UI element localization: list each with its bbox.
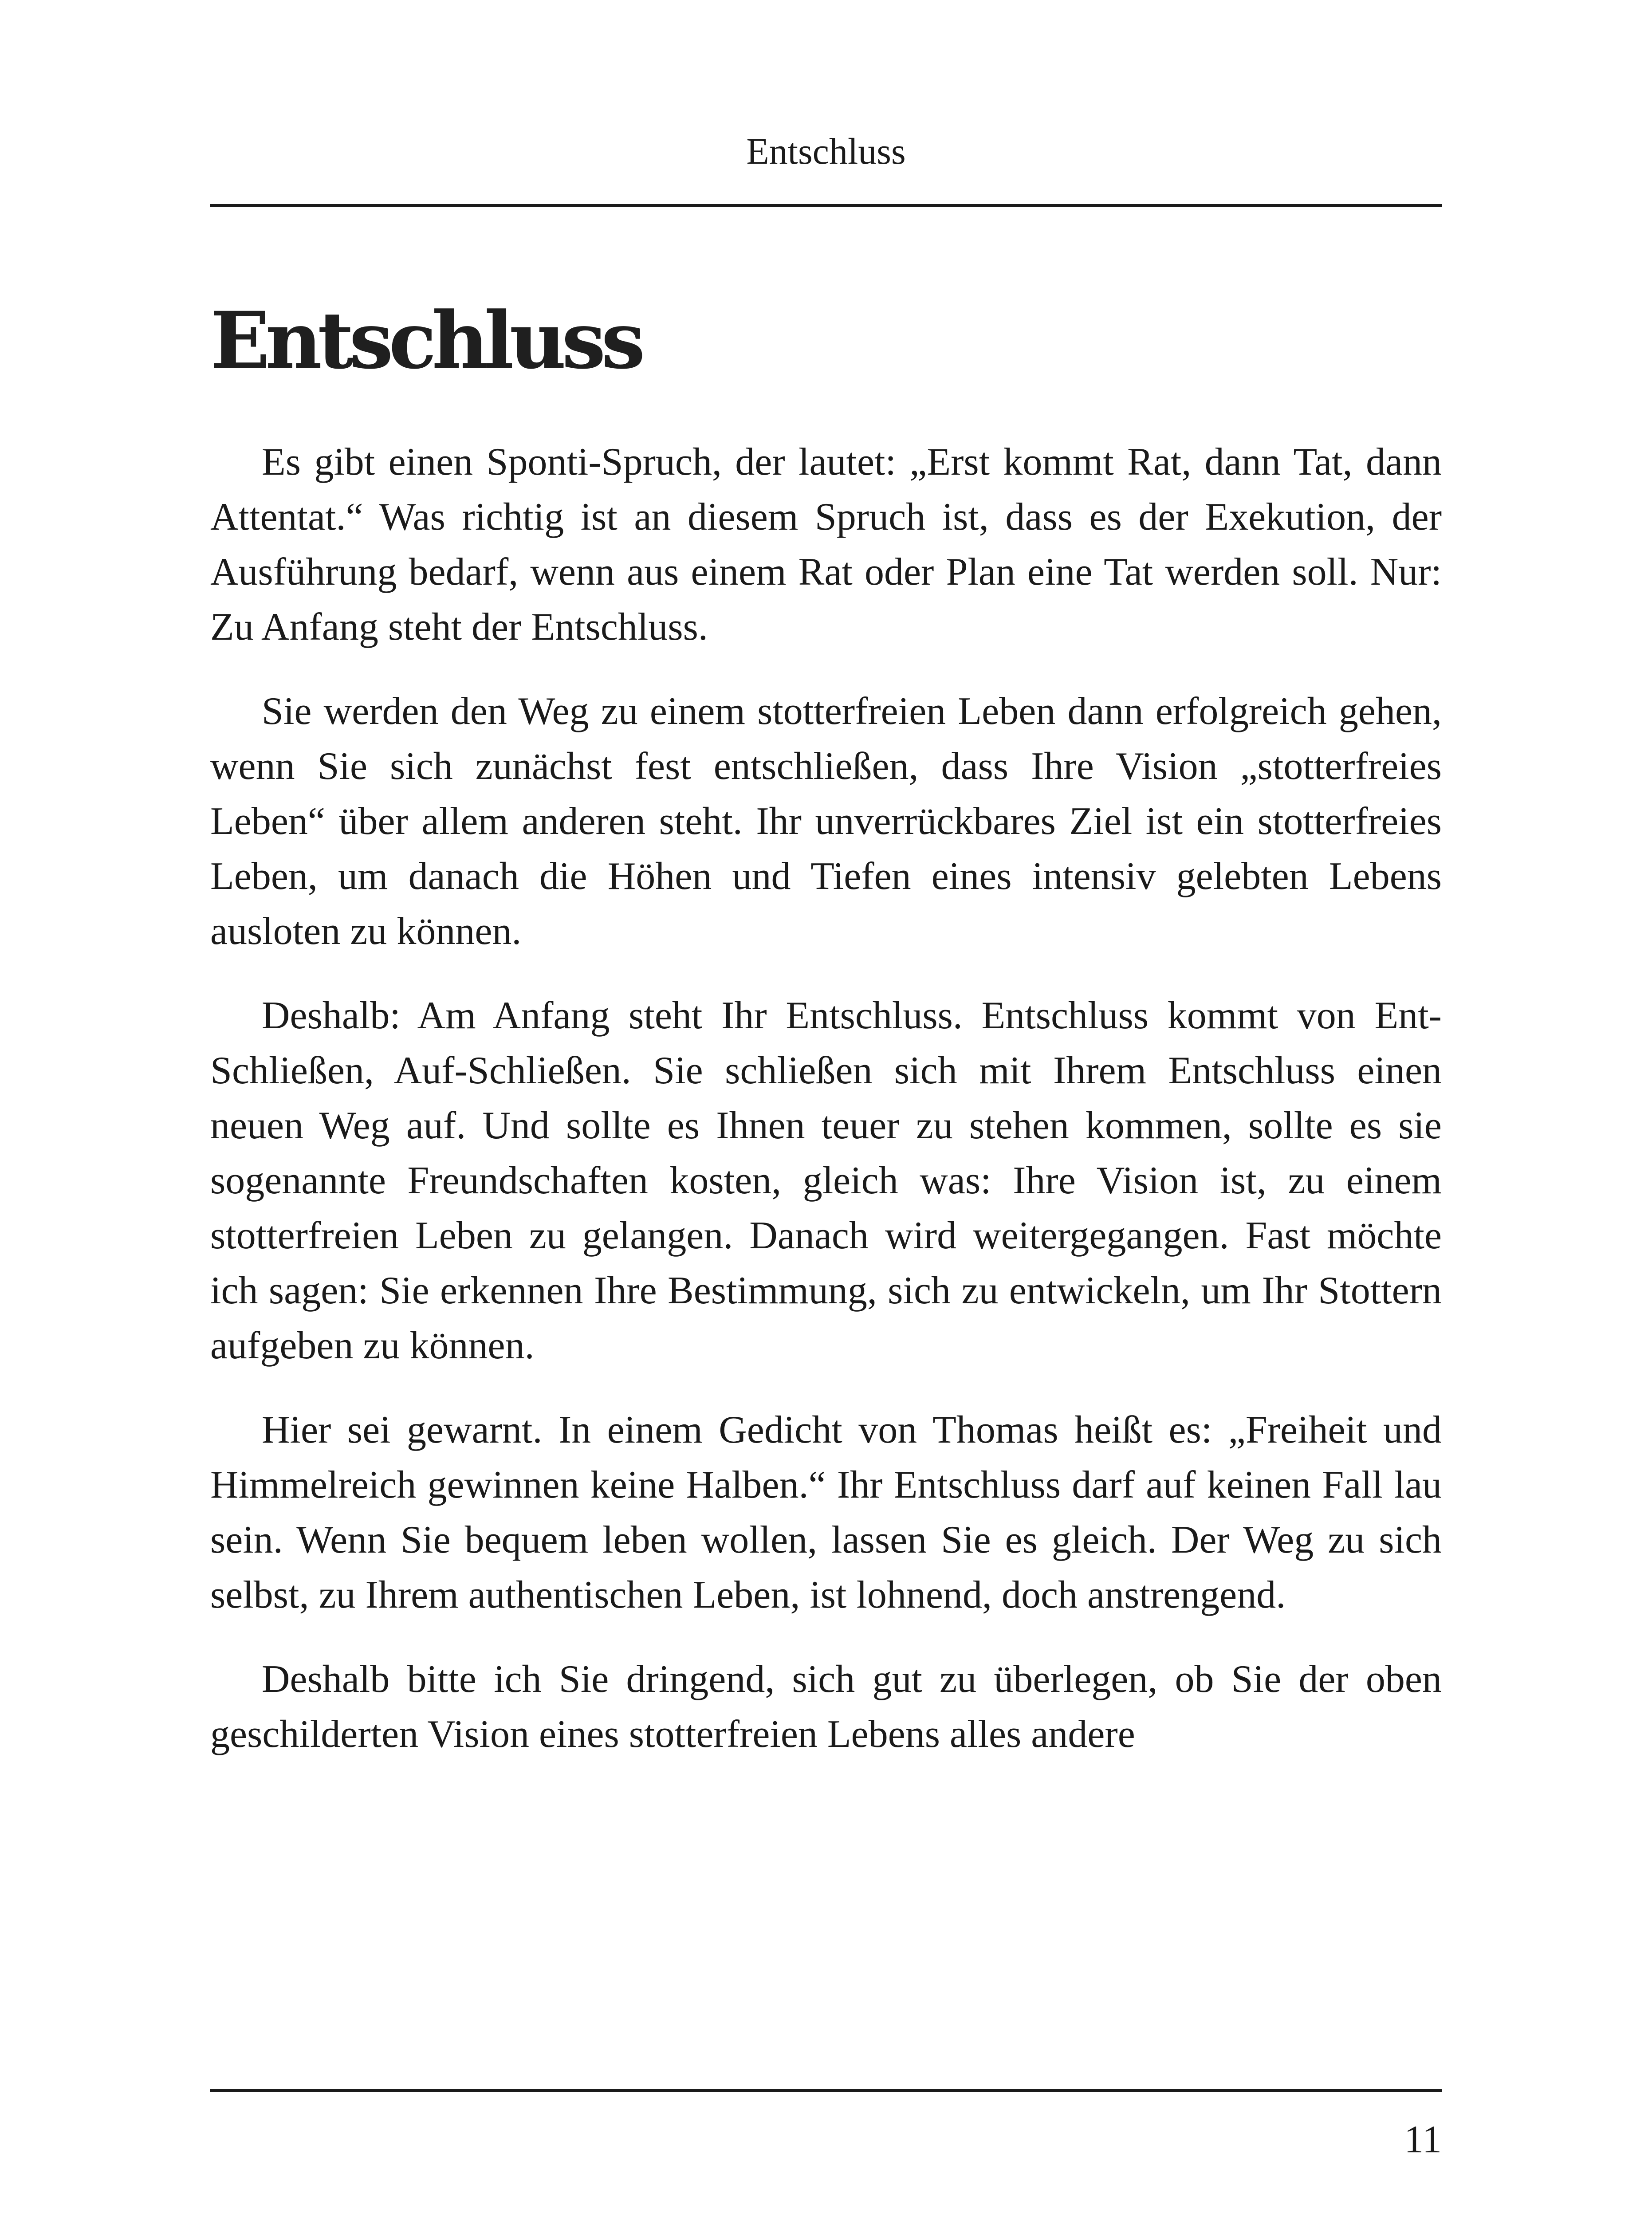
body-text bbox=[210, 435, 1442, 1791]
running-header: Entschluss bbox=[746, 131, 906, 172]
page-number: 11 bbox=[1404, 2118, 1442, 2161]
header-rule bbox=[210, 204, 1442, 207]
paragraph: Sie werden den Weg zu einem stotterfreien Leben dann erfolgreich gehen, wenn Sie sich zunächst fest entschließen, dass Ihre Vision „stotterfreies Leben“ über allem anderen steht. Ihr unverrückbares Ziel ist ein stotterfreies Leben, um danach die Höhen und Tiefen eines intensiv gelebten Lebens ausloten zu können. bbox=[210, 690, 1442, 953]
paragraph: Deshalb bitte ich Sie dringend, sich gut zu überlegen, ob Sie der oben geschilderten Vision eines stotterfreien Lebens alles andere bbox=[210, 1658, 1442, 1756]
paragraph: Hier sei gewarnt. In einem Gedicht von Thomas heißt es: „Freiheit und Himmelreich gewinnen keine Halben.“ Ihr Entschluss darf auf keinen Fall lau sein. Wenn Sie bequem leben wollen, lassen Sie es gleich. Der Weg zu sich selbst, zu Ihrem authentischen Leben, ist lohnend, doch anstrengend. bbox=[210, 1408, 1442, 1616]
footer-rule bbox=[210, 2089, 1442, 2092]
paragraph: Es gibt einen Sponti-Spruch, der lautet: „Erst kommt Rat, dann Tat, dann Attentat.“ Was richtig ist an diesem Spruch ist, dass es der Exekution, der Ausführung bedarf, wenn aus einem Rat oder Plan eine Tat werden soll. Nur: Zu Anfang steht der Entschluss. bbox=[210, 440, 1442, 649]
paragraph: Deshalb: Am Anfang steht Ihr Entschluss. Entschluss kommt von Ent-Schließen, Auf-Schließen. Sie schließen sich mit Ihrem Entschluss einen neuen Weg auf. Und sollte es Ihnen teuer zu stehen kommen, sollte es sie sogenannte Freundschaften kosten, gleich was: Ihre Vision ist, zu einem stotterfreien Leben zu gelangen. Danach wird weitergegangen. Fast möchte ich sagen: Sie erkennen Ihre Bestimmung, sich zu entwickeln, um Ihr Stottern aufgeben zu können. bbox=[210, 994, 1442, 1367]
chapter-title: Entschluss bbox=[210, 295, 641, 386]
